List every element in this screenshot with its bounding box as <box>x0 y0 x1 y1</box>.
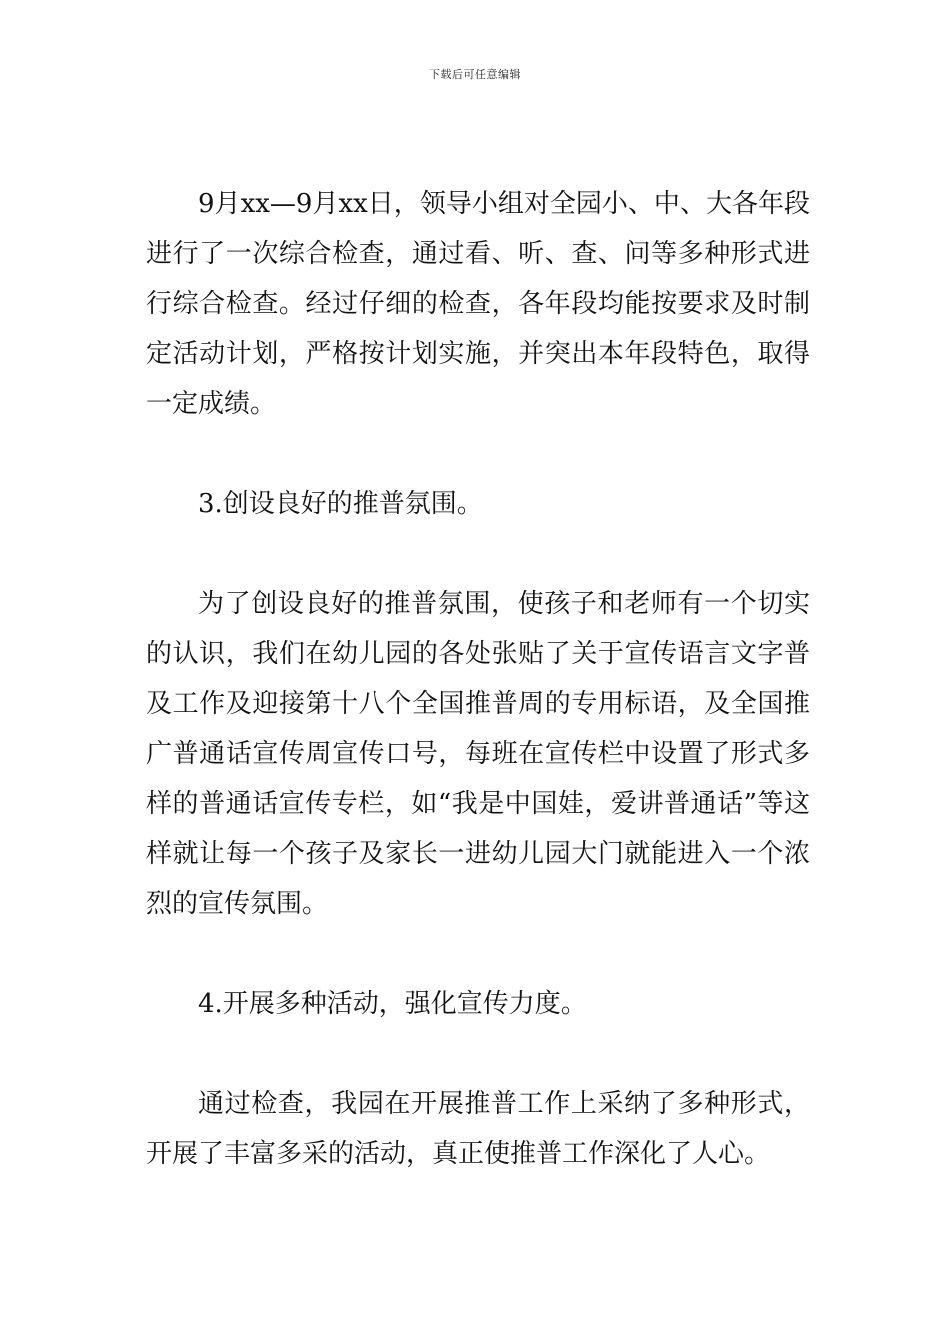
section-heading-3: 3.创设良好的推普氛围。 <box>198 489 483 519</box>
paragraph-activities: 通过检查，我园在开展推普工作上采纳了多种形式，开展了丰富多采的活动，真正使推普工作深化了人心。 <box>146 1089 810 1169</box>
section-heading-4: 4.开展多种活动，强化宣传力度。 <box>198 989 587 1019</box>
paragraph-inspection: 9月xx—9月xx日，领导小组对全园小、中、大各年段进行了一次综合检查，通过看、听、查、问等多种形式进行综合检查。经过仔细的检查，各年段均能按要求及时制定活动计划，严格按计划实施，并突出本年段特色，取得一定成绩。 <box>146 189 810 419</box>
document-body <box>146 179 810 1179</box>
paragraph-atmosphere: 为了创设良好的推普氛围，使孩子和老师有一个切实的认识，我们在幼儿园的各处张贴了关于宣传语言文字普及工作及迎接第十八个全国推普周的专用标语，及全国推广普通话宣传周宣传口号，每班在宣传栏中设置了形式多样的普通话宣传专栏，如“我是中国娃，爱讲普通话”等这样就让每一个孩子及家长一进幼儿园大门就能进入一个浓烈的宣传氛围。 <box>146 589 810 919</box>
page-header-note: 下载后可任意编辑 <box>429 68 521 81</box>
